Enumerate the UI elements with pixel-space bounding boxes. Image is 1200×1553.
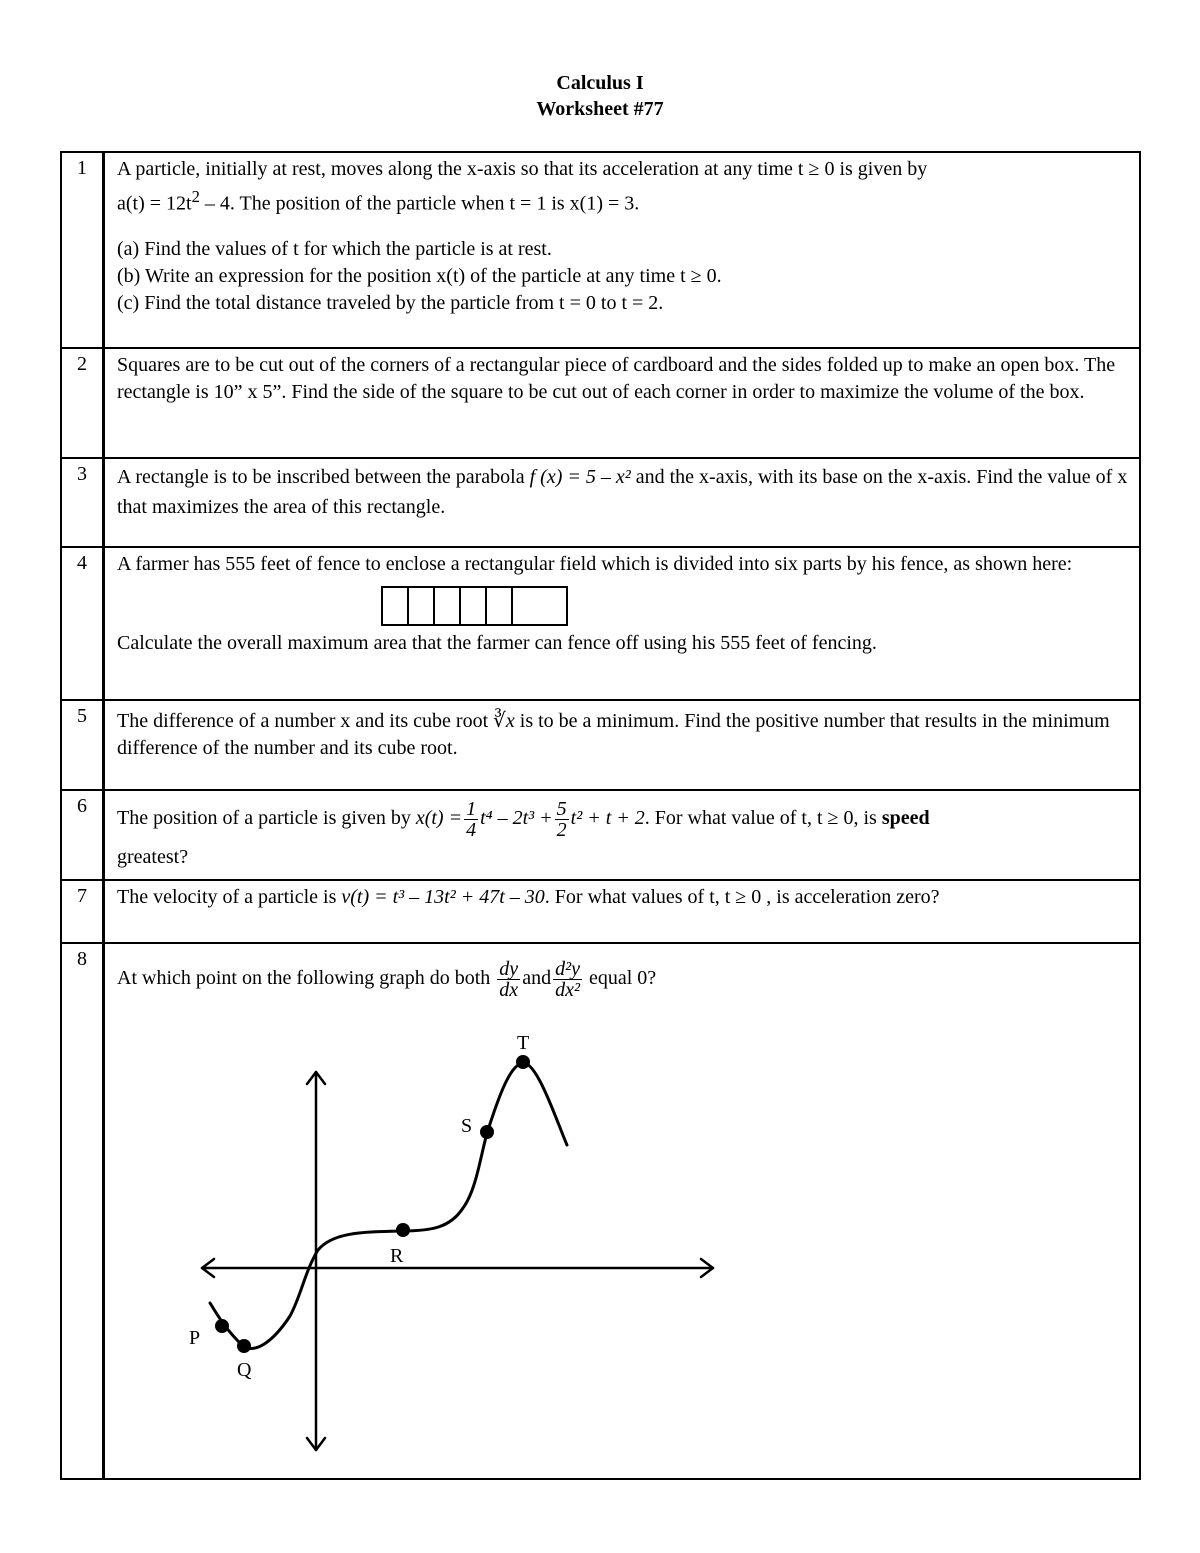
fraction-one-quarter [464, 799, 478, 840]
problem-row-4 [61, 547, 1140, 700]
problem-text-lead: At which point on the following graph do both [117, 967, 496, 989]
problem-text: The velocity of a particle is [117, 886, 342, 908]
problem-body [104, 790, 1141, 880]
fraction-five-halves [555, 799, 569, 840]
problem-text: Squares are to be cut out of the corners of a rectangular piece of cardboard and the sides folded up to make an open box. The rectangle is 10” x 5”. Find the side of the square to be cut out of each corner in order to maximize the volume of the box. [104, 348, 1141, 458]
problem-text-lead: The position of a particle is given by [117, 807, 416, 829]
problem-text: The difference of a number x and its cube root [117, 710, 494, 732]
problem-row-5 [61, 700, 1140, 790]
problem-text-tail: greatest? [117, 846, 189, 868]
fence-section [409, 588, 435, 624]
problem-row-6 [61, 790, 1140, 880]
position-terms: t² + t + 2 [570, 807, 645, 829]
problem-number: 8 [61, 943, 104, 1479]
problem-text: A rectangle is to be inscribed between the parabola [117, 466, 530, 488]
problem-row-1 [61, 152, 1140, 348]
problem-text-continued: equal 0? [583, 967, 657, 989]
problem-number: 4 [61, 547, 104, 700]
problem-number: 7 [61, 880, 104, 943]
problem-text [117, 794, 1129, 844]
part-b: (b) Write an expression for the position x(t) of the particle at any time t ≥ 0. [117, 264, 722, 287]
denominator: 4 [466, 818, 477, 841]
problem-body [104, 943, 1141, 1479]
function-graph [105, 944, 1141, 1480]
exponent: 2 [191, 187, 200, 206]
problem-text-continued: . For what values of t, t ≥ 0 , is acceleration zero? [544, 886, 940, 908]
denominator: 2 [556, 818, 567, 841]
numerator: dy [499, 957, 519, 980]
velocity-formula: v(t) = t³ – 13t² + 47t – 30 [341, 886, 545, 908]
label-q: Q [237, 1359, 252, 1381]
problem-number: 1 [61, 152, 104, 348]
denominator: dx [499, 978, 519, 1001]
problem-row-8 [61, 943, 1140, 1479]
problem-text-continued: . For what value of t, t ≥ 0, is [644, 807, 882, 829]
problem-text-continued: – 4. The position of the particle when t = 1 is x(1) = 3. [199, 192, 640, 215]
worksheet-title: Worksheet #77 [536, 98, 664, 120]
problem-text-continued: is to be a minimum. Find the positive number that results in the minimum difference of the number and its cube root. [117, 710, 1110, 759]
function-curve [210, 1063, 567, 1348]
problem-body [104, 547, 1141, 700]
problem-body [104, 152, 1141, 348]
fence-section [487, 588, 513, 624]
problem-text: A particle, initially at rest, moves along the x-axis so that its acceleration at any time t ≥ 0 is given by [117, 158, 928, 180]
problem-row-3 [61, 458, 1140, 547]
problem-number: 5 [61, 700, 104, 790]
point-q [237, 1339, 251, 1353]
point-t [516, 1055, 530, 1069]
problem-text: Calculate the overall maximum area that the farmer can fence off using his 555 feet of fencing. [117, 632, 877, 654]
fence-section [461, 588, 487, 624]
position-terms: t⁴ – 2t³ + [480, 807, 553, 829]
problem-body [104, 880, 1141, 943]
position-lhs: x(t) = [415, 807, 463, 829]
point-p [215, 1319, 229, 1333]
problem-number: 2 [61, 348, 104, 458]
numerator: 1 [466, 797, 477, 820]
and-word: and [522, 967, 552, 989]
problem-number: 3 [61, 458, 104, 547]
problem-text [117, 183, 1129, 218]
problem-body [104, 458, 1141, 547]
problem-row-2 [61, 348, 1140, 458]
part-a: (a) Find the values of t for which the particle is at rest. [117, 237, 552, 260]
problem-number: 6 [61, 790, 104, 880]
course-title: Calculus I [556, 72, 644, 94]
cube-root-expression: ∛x [493, 710, 515, 732]
speed-bold: speed [881, 807, 930, 829]
problems-table [60, 151, 1141, 1480]
fence-rectangle [381, 586, 568, 626]
parabola-formula: f (x) = 5 – x² [529, 466, 631, 488]
label-p: P [189, 1327, 201, 1349]
fence-diagram [117, 578, 1129, 630]
problem-body [104, 700, 1141, 790]
worksheet-header [0, 70, 1200, 122]
problem-text: A farmer has 555 feet of fence to enclose a rectangular field which is divided into six parts by his fence, as shown here: [117, 553, 1073, 575]
fence-section [435, 588, 461, 624]
fence-section [383, 588, 409, 624]
label-r: R [390, 1245, 404, 1267]
part-c: (c) Find the total distance traveled by the particle from t = 0 to t = 2. [117, 291, 664, 314]
denominator: dx² [555, 978, 580, 1001]
problem-text-continued: and the x-axis, with its base on the x-axis. Find the value of x that maximizes the area of this rectangle. [117, 466, 1128, 518]
problem-row-7 [61, 880, 1140, 943]
numerator: d²y [555, 957, 580, 980]
point-r [396, 1223, 410, 1237]
acceleration-formula: a(t) = 12t [117, 192, 192, 215]
point-s [480, 1125, 494, 1139]
label-t: T [517, 1032, 530, 1054]
fence-section [513, 588, 566, 624]
label-s: S [461, 1115, 473, 1137]
numerator: 5 [556, 797, 567, 820]
